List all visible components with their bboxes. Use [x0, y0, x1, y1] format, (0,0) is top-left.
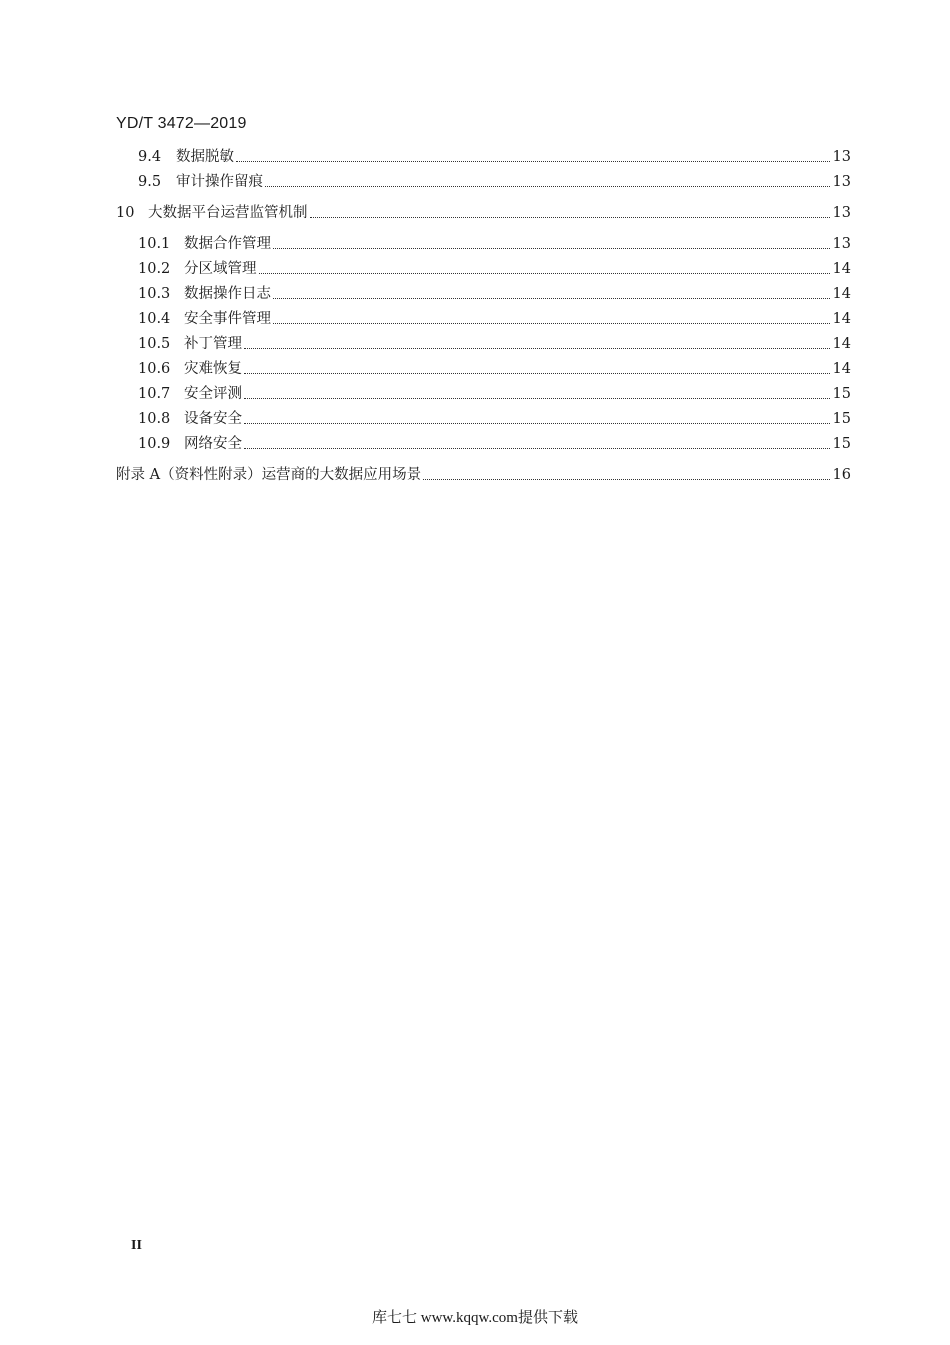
toc-entry[interactable]: [138, 308, 851, 330]
toc-entry-page: 14: [832, 361, 851, 377]
page-number: II: [131, 1238, 142, 1253]
toc-leader-dots: [265, 186, 830, 187]
toc-entry-title: 安全评测: [184, 386, 242, 402]
toc-leader-dots: [273, 248, 830, 249]
toc-entry-number: 10: [116, 205, 135, 221]
toc-leader-dots: [244, 448, 830, 449]
toc-entry-page: 15: [832, 436, 851, 452]
toc-entry-title: 大数据平台运营监管机制: [148, 205, 308, 221]
standard-code-header: YD/T 3472—2019: [116, 115, 247, 132]
toc-entry-title: 安全事件管理: [184, 311, 271, 327]
toc-entry-page: 14: [832, 261, 851, 277]
toc-entry-number: 10.6: [138, 361, 171, 377]
toc-entry-number: 9.4: [138, 149, 162, 165]
toc-entry-number: 9.5: [138, 174, 162, 190]
toc-entry-title: 灾难恢复: [184, 361, 242, 377]
toc-entry-number: 10.2: [138, 261, 171, 277]
toc-entry[interactable]: [138, 258, 851, 280]
toc-entry[interactable]: [138, 408, 851, 430]
toc-entry-appendix[interactable]: [116, 464, 851, 486]
toc-entry[interactable]: [138, 146, 851, 168]
toc-entry-page: 14: [832, 286, 851, 302]
toc-leader-dots: [259, 273, 830, 274]
toc-entry[interactable]: [138, 433, 851, 455]
toc-leader-dots: [310, 217, 830, 218]
toc-entry-title: 数据合作管理: [184, 236, 271, 252]
toc-entry-title: 设备安全: [184, 411, 242, 427]
toc-entry[interactable]: [116, 202, 851, 224]
toc-entry-number: 10.3: [138, 286, 171, 302]
toc-entry-number: 10.4: [138, 311, 171, 327]
toc-leader-dots: [244, 423, 830, 424]
toc-entry-number: 10.9: [138, 436, 171, 452]
toc-entry-title: 数据操作日志: [184, 286, 271, 302]
toc-entry-title: 审计操作留痕: [176, 174, 263, 190]
toc-entry-number: 10.1: [138, 236, 171, 252]
toc-entry-title: 分区域管理: [184, 261, 257, 277]
toc-entry[interactable]: [138, 333, 851, 355]
toc-entry-number: 10.5: [138, 336, 171, 352]
toc-entry-page: 13: [832, 149, 851, 165]
toc-leader-dots: [273, 323, 830, 324]
toc-leader-dots: [423, 479, 829, 480]
toc-leader-dots: [273, 298, 830, 299]
toc-entry-number: 10.8: [138, 411, 171, 427]
toc-entry-title: 网络安全: [184, 436, 242, 452]
download-source-note: 库七七 www.kqqw.com提供下载: [372, 1310, 578, 1326]
toc-entry[interactable]: [138, 383, 851, 405]
toc-entry-number: 10.7: [138, 386, 171, 402]
toc-entry-page: 13: [832, 174, 851, 190]
toc-entry-page: 14: [832, 336, 851, 352]
toc-leader-dots: [244, 373, 830, 374]
toc-leader-dots: [236, 161, 830, 162]
toc-leader-dots: [244, 398, 830, 399]
toc-entry[interactable]: [138, 358, 851, 380]
toc-entry[interactable]: [138, 283, 851, 305]
toc-entry-page: 16: [832, 467, 851, 483]
table-of-contents: [0, 0, 950, 500]
toc-entry-page: 13: [832, 205, 851, 221]
toc-entry[interactable]: [138, 171, 851, 193]
toc-entry-page: 15: [832, 386, 851, 402]
toc-entry-title: 补丁管理: [184, 336, 242, 352]
toc-entry-title: 数据脱敏: [176, 149, 234, 165]
toc-leader-dots: [244, 348, 830, 349]
toc-entry-page: 13: [832, 236, 851, 252]
toc-entry[interactable]: [138, 233, 851, 255]
toc-entry-title: 附录 A（资料性附录）运营商的大数据应用场景: [116, 467, 422, 483]
toc-entry-page: 14: [832, 311, 851, 327]
toc-entry-page: 15: [832, 411, 851, 427]
